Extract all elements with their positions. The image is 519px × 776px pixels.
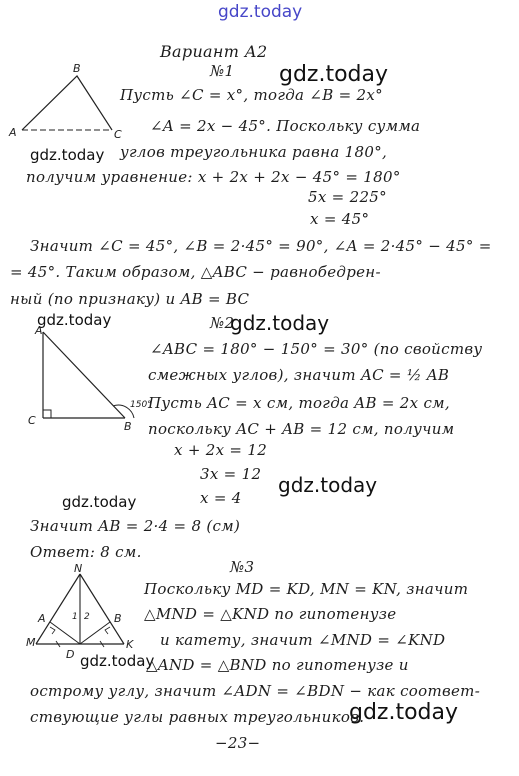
problem3-line: острому углу, значит ∠ADN = ∠BDN − как соответ- (30, 682, 481, 700)
problem2-line: ∠ABC = 180° − 150° = 30° (по свойству (150, 340, 483, 358)
watermark: gdz.today (349, 700, 459, 725)
watermark: gdz.today (62, 493, 137, 511)
problem3-line: Поскольку MD = KD, MN = KN, значит (144, 580, 469, 598)
problem1-line: 5x = 225° (308, 188, 387, 206)
problem2-line: Пусть AC = x см, тогда AB = 2x см, (148, 394, 450, 412)
problem2-line: x = 4 (200, 489, 242, 507)
figure3-angle-1: 1 (72, 612, 78, 622)
figure3-label-n: N (74, 562, 83, 575)
problem1-number: №1 (210, 62, 235, 80)
figure2-label-a: A (35, 324, 43, 337)
problem1-line: ный (по признаку) и AB = BC (10, 290, 250, 308)
watermark: gdz.today (30, 146, 105, 164)
figure3-label-d: D (66, 648, 75, 661)
page-number: −23− (215, 734, 261, 752)
problem3-number: №3 (230, 558, 255, 576)
figure1-label-c: C (114, 128, 122, 141)
problem2-line: x + 2x = 12 (174, 441, 268, 459)
problem3-line: △MND = △KND по гипотенузе (144, 605, 397, 623)
problem1-line: углов треугольника равна 180°, (120, 143, 388, 161)
figure1-label-b: B (73, 62, 81, 75)
figure1-label-a: A (9, 126, 17, 139)
figure2-label-c: C (28, 414, 36, 427)
problem1-line: x = 45° (310, 210, 370, 228)
problem1-line: Пусть ∠C = x°, тогда ∠B = 2x° (120, 86, 383, 104)
problem2-line: смежных углов), значит AC = ½ AB (148, 366, 450, 384)
variant-title: Вариант А2 (160, 42, 268, 61)
figure3-angle-2: 2 (84, 612, 90, 622)
watermark: gdz.today (37, 311, 112, 329)
problem1-line: ∠A = 2x − 45°. Поскольку сумма (150, 117, 421, 135)
watermark: gdz.today (279, 62, 389, 87)
problem2-line: 3x = 12 (200, 465, 262, 483)
figure3-label-m: M (26, 636, 36, 649)
figure2-label-b: B (124, 420, 132, 433)
watermark: gdz.today (230, 311, 330, 335)
problem1-line: = 45°. Таким образом, △ABC − равнобедрен- (10, 263, 381, 281)
figure2-angle-label: 150° (130, 400, 152, 410)
problem3-line: ствующие углы равных треугольников. (30, 708, 365, 726)
problem1-line: получим уравнение: x + 2x + 2x − 45° = 180° (26, 168, 401, 186)
watermark-top: gdz.today (218, 2, 303, 22)
problem3-line: △AND = △BND по гипотенузе и (146, 656, 409, 674)
problem2-line: Значит AB = 2·4 = 8 (см) (30, 517, 241, 535)
problem2-line: поскольку AC + AB = 12 см, получим (148, 420, 455, 438)
problem1-line: Значит ∠C = 45°, ∠B = 2·45° = 90°, ∠A = 2·45° − 45° = (30, 237, 492, 255)
problem2-answer: Ответ: 8 см. (30, 543, 142, 561)
figure3-label-a: A (38, 612, 46, 625)
watermark: gdz.today (80, 652, 155, 670)
figure3-label-b: B (114, 612, 122, 625)
problem3-line: и катету, значит ∠MND = ∠KND (160, 631, 446, 649)
figure3-label-k: K (126, 638, 134, 651)
problem2-number: №2 (210, 314, 235, 332)
watermark: gdz.today (278, 473, 378, 497)
